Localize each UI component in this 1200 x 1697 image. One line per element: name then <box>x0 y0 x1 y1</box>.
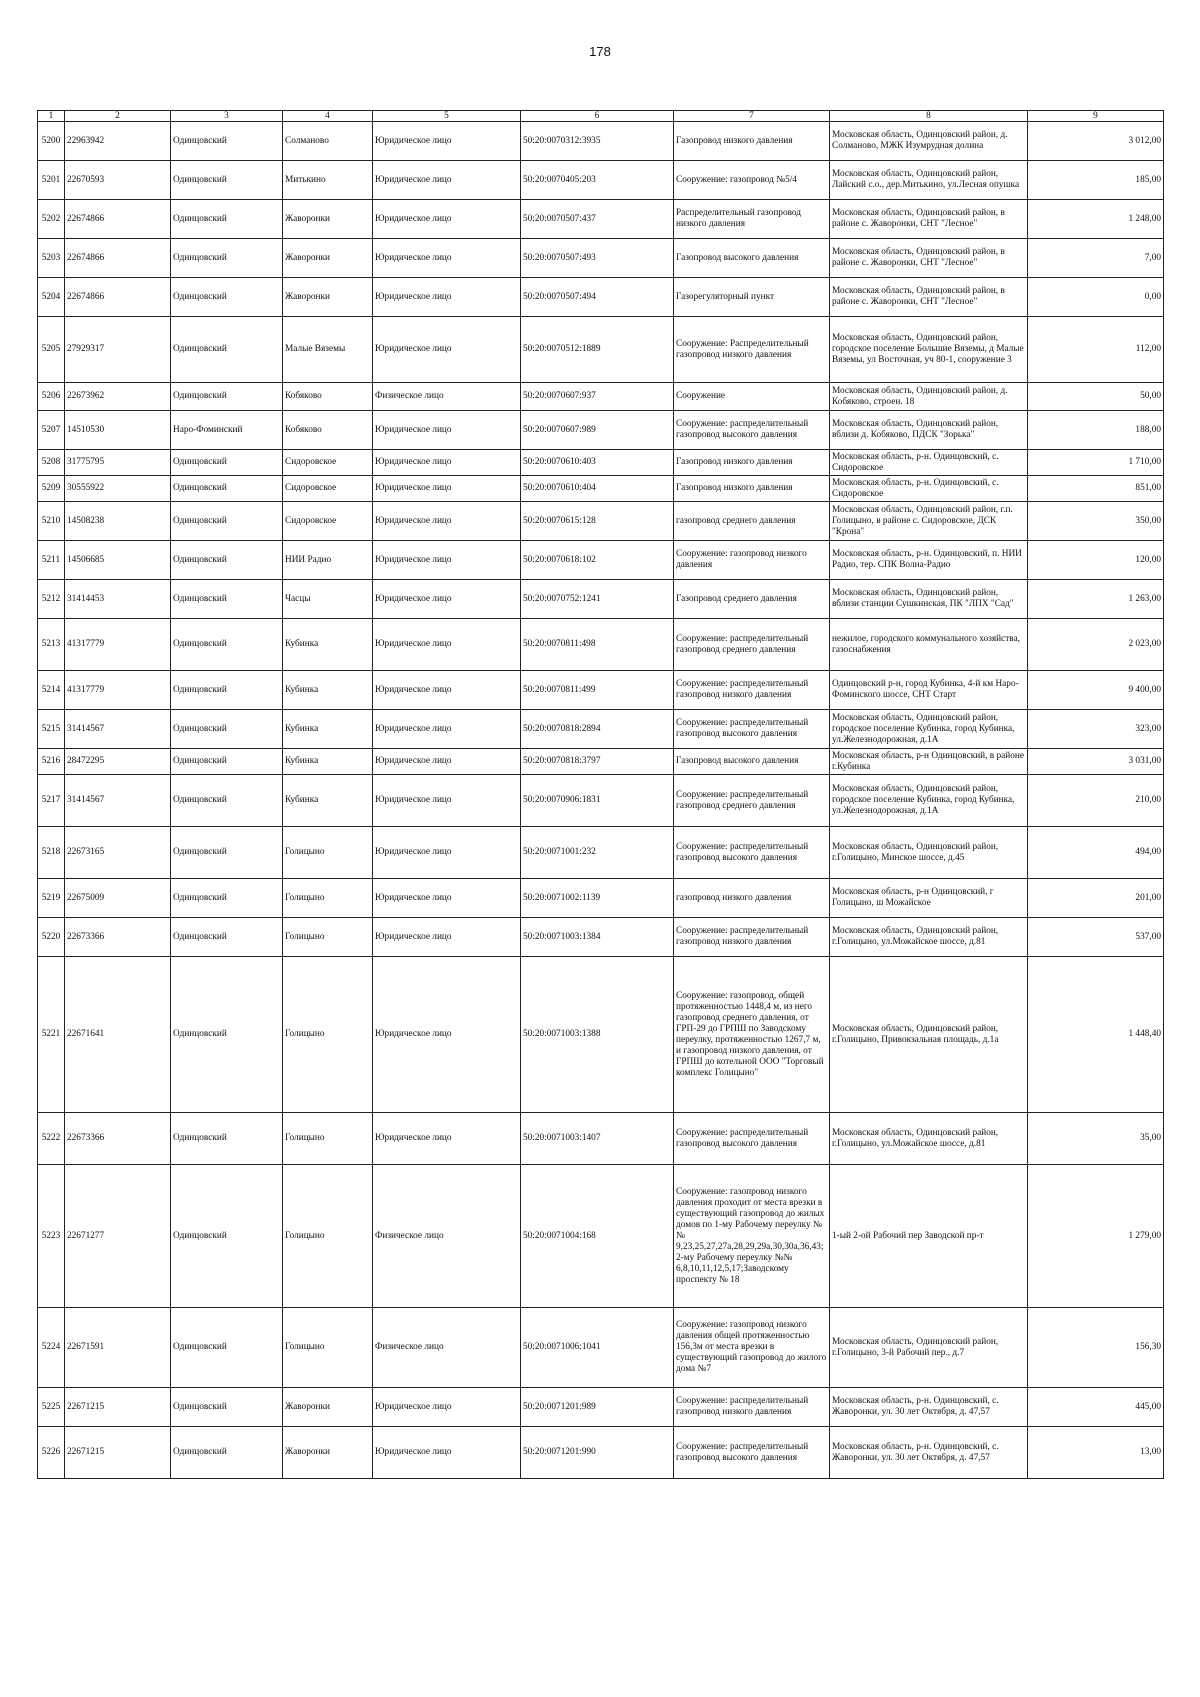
cadastral-number-cell: 50:20:0070507:493 <box>521 239 674 278</box>
cadastral-number-cell: 50:20:0070607:937 <box>521 383 674 411</box>
page-number: 178 <box>589 44 611 59</box>
column-header: 9 <box>1028 111 1164 122</box>
district-cell: Одинцовский <box>171 502 283 541</box>
object-code: 22674866 <box>65 200 171 239</box>
object-name-cell: Газопровод низкого давления <box>674 476 830 502</box>
value-cell: 851,00 <box>1028 476 1164 502</box>
district-cell: Одинцовский <box>171 775 283 827</box>
district-cell: Одинцовский <box>171 317 283 383</box>
address-cell: Московская область, Одинцовский район, вблизи станции Сушкинская, ПК "ЛПХ "Сад" <box>830 580 1028 619</box>
locality-cell: Голицыно <box>283 879 373 918</box>
object-name-cell: Сооружение: газопровод низкого давления <box>674 541 830 580</box>
value-cell: 185,00 <box>1028 161 1164 200</box>
owner-type-cell: Юридическое лицо <box>373 775 521 827</box>
object-code: 22675009 <box>65 879 171 918</box>
row-number: 5206 <box>38 383 65 411</box>
table-row <box>38 450 1164 476</box>
row-number: 5219 <box>38 879 65 918</box>
locality-cell: Сидоровское <box>283 450 373 476</box>
object-name-cell: Сооружение: газопровод низкого давления проходит от места врезки в существующий газопровод до жилых домов по 1-му Рабочему переулку №№ 9,23,25,27,27а,28,29,29а,30,30а,36,43;2-му Рабочему переулку №№ 6,8,10,11,12,5,17;Заводскому проспекту № 18 <box>674 1165 830 1308</box>
address-cell: Московская область, Одинцовский район, городское поселение Кубинка, город Кубинка, ул.Железнодорожная, д.1А <box>830 710 1028 749</box>
row-number: 5207 <box>38 411 65 450</box>
table-row <box>38 476 1164 502</box>
object-code: 22671277 <box>65 1165 171 1308</box>
district-cell: Одинцовский <box>171 541 283 580</box>
cadastral-number-cell: 50:20:0071002:1139 <box>521 879 674 918</box>
value-cell: 112,00 <box>1028 317 1164 383</box>
locality-cell: Жаворонки <box>283 1388 373 1427</box>
owner-type-cell: Юридическое лицо <box>373 918 521 957</box>
address-cell: Московская область, р-н. Одинцовский, с. Жаворонки, ул. 30 лет Октября, д. 47,57 <box>830 1427 1028 1479</box>
cadastral-number-cell: 50:20:0071201:989 <box>521 1388 674 1427</box>
cadastral-number-cell: 50:20:0071003:1407 <box>521 1113 674 1165</box>
row-number: 5217 <box>38 775 65 827</box>
address-cell: Московская область, Одинцовский район, вблизи д. Кобяково, ПДСК "Зорька" <box>830 411 1028 450</box>
address-cell: Московская область, Одинцовский район, городское поселение Кубинка, город Кубинка, ул.Железнодорожная, д.1А <box>830 775 1028 827</box>
registry-body <box>38 122 1164 1479</box>
address-cell: Московская область, Одинцовский район, г.Голицыно, Привокзальная площадь, д.1а <box>830 957 1028 1113</box>
locality-cell: Часцы <box>283 580 373 619</box>
row-number: 5221 <box>38 957 65 1113</box>
locality-cell: Солманово <box>283 122 373 161</box>
object-code: 31414567 <box>65 775 171 827</box>
column-header: 4 <box>283 111 373 122</box>
district-cell: Одинцовский <box>171 1427 283 1479</box>
object-code: 22670593 <box>65 161 171 200</box>
value-cell: 1 263,00 <box>1028 580 1164 619</box>
object-name-cell: газопровод низкого давления <box>674 879 830 918</box>
address-cell: Московская область, Одинцовский район, г.Голицыно, ул.Можайское шоссе, д.81 <box>830 1113 1028 1165</box>
address-cell: Московская область, р-н. Одинцовский, с. Жаворонки, ул. 30 лет Октября, д. 47,57 <box>830 1388 1028 1427</box>
address-cell: Московская область, Одинцовский район, в районе с. Жаворонки, СНТ "Лесное" <box>830 278 1028 317</box>
cadastral-number-cell: 50:20:0070507:494 <box>521 278 674 317</box>
owner-type-cell: Юридическое лицо <box>373 1427 521 1479</box>
district-cell: Одинцовский <box>171 710 283 749</box>
table-row <box>38 827 1164 879</box>
owner-type-cell: Юридическое лицо <box>373 450 521 476</box>
object-code: 31414567 <box>65 710 171 749</box>
column-header: 3 <box>171 111 283 122</box>
row-number: 5222 <box>38 1113 65 1165</box>
object-name-cell: Сооружение: распределительный газопровод высокого давления <box>674 411 830 450</box>
owner-type-cell: Физическое лицо <box>373 1165 521 1308</box>
district-cell: Одинцовский <box>171 1165 283 1308</box>
object-code: 14508238 <box>65 502 171 541</box>
object-name-cell: Сооружение: распределительный газопровод высокого давления <box>674 1113 830 1165</box>
value-cell: 537,00 <box>1028 918 1164 957</box>
locality-cell: Малые Вяземы <box>283 317 373 383</box>
object-name-cell: Сооружение: газопровод, общей протяженностью 1448,4 м, из него газопровод среднего давления, от ГРП-29 до ГРПШ по Заводскому переулку, протяженностью 1267,7 м, и газопровод низкого давления, от ГРПШ до котельной ООО "Торговый комплекс Голицыно" <box>674 957 830 1113</box>
table-row <box>38 671 1164 710</box>
row-number: 5212 <box>38 580 65 619</box>
table-row <box>38 161 1164 200</box>
table-row <box>38 580 1164 619</box>
owner-type-cell: Юридическое лицо <box>373 580 521 619</box>
object-code: 41317779 <box>65 671 171 710</box>
object-name-cell: Сооружение: газопровод №5/4 <box>674 161 830 200</box>
object-name-cell: Сооружение <box>674 383 830 411</box>
column-header: 5 <box>373 111 521 122</box>
district-cell: Одинцовский <box>171 827 283 879</box>
district-cell: Одинцовский <box>171 1113 283 1165</box>
object-name-cell: Газопровод низкого давления <box>674 450 830 476</box>
value-cell: 7,00 <box>1028 239 1164 278</box>
cadastral-number-cell: 50:20:0070615:128 <box>521 502 674 541</box>
row-number: 5224 <box>38 1308 65 1388</box>
cadastral-number-cell: 50:20:0070610:404 <box>521 476 674 502</box>
locality-cell: Кубинка <box>283 775 373 827</box>
object-code: 22673366 <box>65 918 171 957</box>
cadastral-number-cell: 50:20:0071004:168 <box>521 1165 674 1308</box>
object-code: 22673366 <box>65 1113 171 1165</box>
owner-type-cell: Юридическое лицо <box>373 1113 521 1165</box>
object-name-cell: Сооружение: распределительный газопровод низкого давления <box>674 1388 830 1427</box>
cadastral-number-cell: 50:20:0070818:2894 <box>521 710 674 749</box>
object-name-cell: Газорегуляторный пункт <box>674 278 830 317</box>
row-number: 5201 <box>38 161 65 200</box>
district-cell: Одинцовский <box>171 122 283 161</box>
address-cell: Московская область, Одинцовский район, в районе с. Жаворонки, СНТ "Лесное" <box>830 239 1028 278</box>
table-row <box>38 317 1164 383</box>
address-cell: нежилое, городского коммунального хозяйства, газоснабжения <box>830 619 1028 671</box>
table-row <box>38 957 1164 1113</box>
column-header: 1 <box>38 111 65 122</box>
locality-cell: НИИ Радио <box>283 541 373 580</box>
header-row <box>38 111 1164 122</box>
cadastral-number-cell: 50:20:0070512:1889 <box>521 317 674 383</box>
table-row <box>38 200 1164 239</box>
address-cell: 1-ый 2-ой Рабочий пер Заводской пр-т <box>830 1165 1028 1308</box>
object-code: 22674866 <box>65 239 171 278</box>
cadastral-number-cell: 50:20:0070811:498 <box>521 619 674 671</box>
table-row <box>38 879 1164 918</box>
district-cell: Одинцовский <box>171 161 283 200</box>
address-cell: Московская область, Одинцовский район, г.п. Голицыно, в районе с. Сидоровское, ДСК "Крона" <box>830 502 1028 541</box>
owner-type-cell: Юридическое лицо <box>373 1388 521 1427</box>
district-cell: Наро-Фоминский <box>171 411 283 450</box>
object-name-cell: Газопровод низкого давления <box>674 122 830 161</box>
locality-cell: Голицыно <box>283 1165 373 1308</box>
value-cell: 1 448,40 <box>1028 957 1164 1113</box>
address-cell: Московская область, Одинцовский район, д. Солманово, МЖК Изумрудная долина <box>830 122 1028 161</box>
row-number: 5225 <box>38 1388 65 1427</box>
owner-type-cell: Юридическое лицо <box>373 239 521 278</box>
locality-cell: Митькино <box>283 161 373 200</box>
owner-type-cell: Физическое лицо <box>373 1308 521 1388</box>
value-cell: 350,00 <box>1028 502 1164 541</box>
owner-type-cell: Юридическое лицо <box>373 710 521 749</box>
table-row <box>38 918 1164 957</box>
owner-type-cell: Юридическое лицо <box>373 476 521 502</box>
value-cell: 494,00 <box>1028 827 1164 879</box>
value-cell: 3 031,00 <box>1028 749 1164 775</box>
object-code: 22671215 <box>65 1388 171 1427</box>
value-cell: 2 023,00 <box>1028 619 1164 671</box>
object-code: 22671215 <box>65 1427 171 1479</box>
district-cell: Одинцовский <box>171 1308 283 1388</box>
cadastral-number-cell: 50:20:0071003:1388 <box>521 957 674 1113</box>
value-cell: 3 012,00 <box>1028 122 1164 161</box>
object-code: 31775795 <box>65 450 171 476</box>
locality-cell: Кубинка <box>283 710 373 749</box>
row-number: 5218 <box>38 827 65 879</box>
row-number: 5202 <box>38 200 65 239</box>
owner-type-cell: Юридическое лицо <box>373 827 521 879</box>
object-code: 22963942 <box>65 122 171 161</box>
locality-cell: Сидоровское <box>283 476 373 502</box>
district-cell: Одинцовский <box>171 918 283 957</box>
locality-cell: Жаворонки <box>283 239 373 278</box>
value-cell: 0,00 <box>1028 278 1164 317</box>
table-row <box>38 1165 1164 1308</box>
locality-cell: Голицыно <box>283 957 373 1113</box>
object-name-cell: Сооружение: распределительный газопровод среднего давления <box>674 619 830 671</box>
locality-cell: Голицыно <box>283 1308 373 1388</box>
owner-type-cell: Юридическое лицо <box>373 749 521 775</box>
cadastral-number-cell: 50:20:0070752:1241 <box>521 580 674 619</box>
object-code: 22671641 <box>65 957 171 1113</box>
object-name-cell: Сооружение: распределительный газопровод среднего давления <box>674 775 830 827</box>
object-code: 22673962 <box>65 383 171 411</box>
cadastral-number-cell: 50:20:0070607:989 <box>521 411 674 450</box>
row-number: 5209 <box>38 476 65 502</box>
locality-cell: Кубинка <box>283 619 373 671</box>
row-number: 5223 <box>38 1165 65 1308</box>
table-row <box>38 122 1164 161</box>
row-number: 5220 <box>38 918 65 957</box>
table-row <box>38 1113 1164 1165</box>
locality-cell: Кобяково <box>283 411 373 450</box>
district-cell: Одинцовский <box>171 476 283 502</box>
owner-type-cell: Юридическое лицо <box>373 411 521 450</box>
table-row <box>38 1388 1164 1427</box>
district-cell: Одинцовский <box>171 239 283 278</box>
object-code: 30555922 <box>65 476 171 502</box>
object-name-cell: Газопровод высокого давления <box>674 239 830 278</box>
row-number: 5210 <box>38 502 65 541</box>
value-cell: 201,00 <box>1028 879 1164 918</box>
locality-cell: Кубинка <box>283 671 373 710</box>
locality-cell: Голицыно <box>283 827 373 879</box>
row-number: 5226 <box>38 1427 65 1479</box>
owner-type-cell: Юридическое лицо <box>373 879 521 918</box>
owner-type-cell: Юридическое лицо <box>373 502 521 541</box>
row-number: 5213 <box>38 619 65 671</box>
district-cell: Одинцовский <box>171 383 283 411</box>
value-cell: 35,00 <box>1028 1113 1164 1165</box>
table-row <box>38 1427 1164 1479</box>
row-number: 5203 <box>38 239 65 278</box>
address-cell: Московская область, Одинцовский район, городское поселение Большие Вяземы, д Малые Вяземы, ул Восточная, уч 80-1, сооружение 3 <box>830 317 1028 383</box>
address-cell: Одинцовский р-н, город Кубинка, 4-й км Наро-Фоминского шоссе, СНТ Старт <box>830 671 1028 710</box>
address-cell: Московская область, Одинцовский район, г.Голицыно, Минское шоссе, д.45 <box>830 827 1028 879</box>
address-cell: Московская область, р-н. Одинцовский, п. НИИ Радио, тер. СПК Волна-Радио <box>830 541 1028 580</box>
column-header: 8 <box>830 111 1028 122</box>
object-name-cell: Сооружение: распределительный газопровод высокого давления <box>674 827 830 879</box>
cadastral-number-cell: 50:20:0070610:403 <box>521 450 674 476</box>
registry-table <box>37 110 1164 1479</box>
cadastral-number-cell: 50:20:0070811:499 <box>521 671 674 710</box>
cadastral-number-cell: 50:20:0071003:1384 <box>521 918 674 957</box>
table-row <box>38 1308 1164 1388</box>
locality-cell: Жаворонки <box>283 1427 373 1479</box>
address-cell: Московская область, Одинцовский район, в районе с. Жаворонки, СНТ "Лесное" <box>830 200 1028 239</box>
value-cell: 120,00 <box>1028 541 1164 580</box>
object-name-cell: Сооружение: распределительный газопровод низкого давления <box>674 671 830 710</box>
cadastral-number-cell: 50:20:0070312:3935 <box>521 122 674 161</box>
object-name-cell: Сооружение: Распределительный газопровод низкого давления <box>674 317 830 383</box>
value-cell: 188,00 <box>1028 411 1164 450</box>
value-cell: 445,00 <box>1028 1388 1164 1427</box>
value-cell: 156,30 <box>1028 1308 1164 1388</box>
locality-cell: Голицыно <box>283 1113 373 1165</box>
district-cell: Одинцовский <box>171 278 283 317</box>
district-cell: Одинцовский <box>171 749 283 775</box>
value-cell: 323,00 <box>1028 710 1164 749</box>
column-header: 7 <box>674 111 830 122</box>
table-row <box>38 278 1164 317</box>
locality-cell: Жаворонки <box>283 278 373 317</box>
locality-cell: Голицыно <box>283 918 373 957</box>
row-number: 5216 <box>38 749 65 775</box>
object-name-cell: газопровод среднего давления <box>674 502 830 541</box>
address-cell: Московская область, Одинцовский район, г.Голицыно, ул.Можайское шоссе, д.81 <box>830 918 1028 957</box>
table-row <box>38 541 1164 580</box>
locality-cell: Кубинка <box>283 749 373 775</box>
locality-cell: Кобяково <box>283 383 373 411</box>
column-header: 2 <box>65 111 171 122</box>
cadastral-number-cell: 50:20:0071201:990 <box>521 1427 674 1479</box>
object-code: 22673165 <box>65 827 171 879</box>
owner-type-cell: Юридическое лицо <box>373 957 521 1113</box>
object-name-cell: Сооружение: распределительный газопровод высокого давления <box>674 1427 830 1479</box>
address-cell: Московская область, Одинцовский район, д. Кобяково, строен. 18 <box>830 383 1028 411</box>
row-number: 5205 <box>38 317 65 383</box>
object-name-cell: Распределительный газопровод низкого давления <box>674 200 830 239</box>
value-cell: 9 400,00 <box>1028 671 1164 710</box>
table-row <box>38 502 1164 541</box>
table-row <box>38 383 1164 411</box>
owner-type-cell: Юридическое лицо <box>373 317 521 383</box>
table-row <box>38 239 1164 278</box>
locality-cell: Жаворонки <box>283 200 373 239</box>
object-code: 28472295 <box>65 749 171 775</box>
district-cell: Одинцовский <box>171 580 283 619</box>
value-cell: 1 248,00 <box>1028 200 1164 239</box>
cadastral-number-cell: 50:20:0071001:232 <box>521 827 674 879</box>
object-name-cell: Сооружение: распределительный газопровод высокого давления <box>674 710 830 749</box>
value-cell: 210,00 <box>1028 775 1164 827</box>
object-name-cell: Сооружение: распределительный газопровод низкого давления <box>674 918 830 957</box>
owner-type-cell: Юридическое лицо <box>373 541 521 580</box>
address-cell: Московская область, р-н Одинцовский, в районе г.Кубинка <box>830 749 1028 775</box>
table-row <box>38 710 1164 749</box>
table-row <box>38 749 1164 775</box>
cadastral-number-cell: 50:20:0070618:102 <box>521 541 674 580</box>
row-number: 5208 <box>38 450 65 476</box>
object-name-cell: Газопровод среднего давления <box>674 580 830 619</box>
address-cell: Московская область, Одинцовский район, Лайский с.о., дер.Митькино, ул.Лесная опушка <box>830 161 1028 200</box>
value-cell: 1 710,00 <box>1028 450 1164 476</box>
table-row <box>38 411 1164 450</box>
object-code: 14510530 <box>65 411 171 450</box>
address-cell: Московская область, р-н Одинцовский, г Голицыно, ш Можайское <box>830 879 1028 918</box>
value-cell: 1 279,00 <box>1028 1165 1164 1308</box>
value-cell: 13,00 <box>1028 1427 1164 1479</box>
district-cell: Одинцовский <box>171 619 283 671</box>
district-cell: Одинцовский <box>171 957 283 1113</box>
owner-type-cell: Юридическое лицо <box>373 161 521 200</box>
object-code: 14506685 <box>65 541 171 580</box>
object-code: 31414453 <box>65 580 171 619</box>
cadastral-number-cell: 50:20:0070507:437 <box>521 200 674 239</box>
district-cell: Одинцовский <box>171 1388 283 1427</box>
district-cell: Одинцовский <box>171 450 283 476</box>
district-cell: Одинцовский <box>171 671 283 710</box>
object-code: 22671591 <box>65 1308 171 1388</box>
row-number: 5200 <box>38 122 65 161</box>
object-name-cell: Сооружение: газопровод низкого давления общей протяженностью 156,3м от места врезки в существующий газопровод до жилого дома №7 <box>674 1308 830 1388</box>
owner-type-cell: Юридическое лицо <box>373 619 521 671</box>
table-row <box>38 619 1164 671</box>
table-row <box>38 775 1164 827</box>
object-code: 27929317 <box>65 317 171 383</box>
object-code: 22674866 <box>65 278 171 317</box>
owner-type-cell: Юридическое лицо <box>373 278 521 317</box>
row-number: 5204 <box>38 278 65 317</box>
address-cell: Московская область, р-н. Одинцовский, с. Сидоровское <box>830 476 1028 502</box>
column-header: 6 <box>521 111 674 122</box>
cadastral-number-cell: 50:20:0070906:1831 <box>521 775 674 827</box>
locality-cell: Сидоровское <box>283 502 373 541</box>
district-cell: Одинцовский <box>171 200 283 239</box>
owner-type-cell: Физическое лицо <box>373 383 521 411</box>
district-cell: Одинцовский <box>171 879 283 918</box>
cadastral-number-cell: 50:20:0071006:1041 <box>521 1308 674 1388</box>
object-code: 41317779 <box>65 619 171 671</box>
owner-type-cell: Юридическое лицо <box>373 200 521 239</box>
cadastral-number-cell: 50:20:0070405:203 <box>521 161 674 200</box>
row-number: 5211 <box>38 541 65 580</box>
owner-type-cell: Юридическое лицо <box>373 122 521 161</box>
object-name-cell: Газопровод высокого давления <box>674 749 830 775</box>
address-cell: Московская область, р-н. Одинцовский, с. Сидоровское <box>830 450 1028 476</box>
value-cell: 50,00 <box>1028 383 1164 411</box>
row-number: 5214 <box>38 671 65 710</box>
row-number: 5215 <box>38 710 65 749</box>
cadastral-number-cell: 50:20:0070818:3797 <box>521 749 674 775</box>
address-cell: Московская область, Одинцовский район, г.Голицыно, 3-й Рабочий пер., д.7 <box>830 1308 1028 1388</box>
owner-type-cell: Юридическое лицо <box>373 671 521 710</box>
